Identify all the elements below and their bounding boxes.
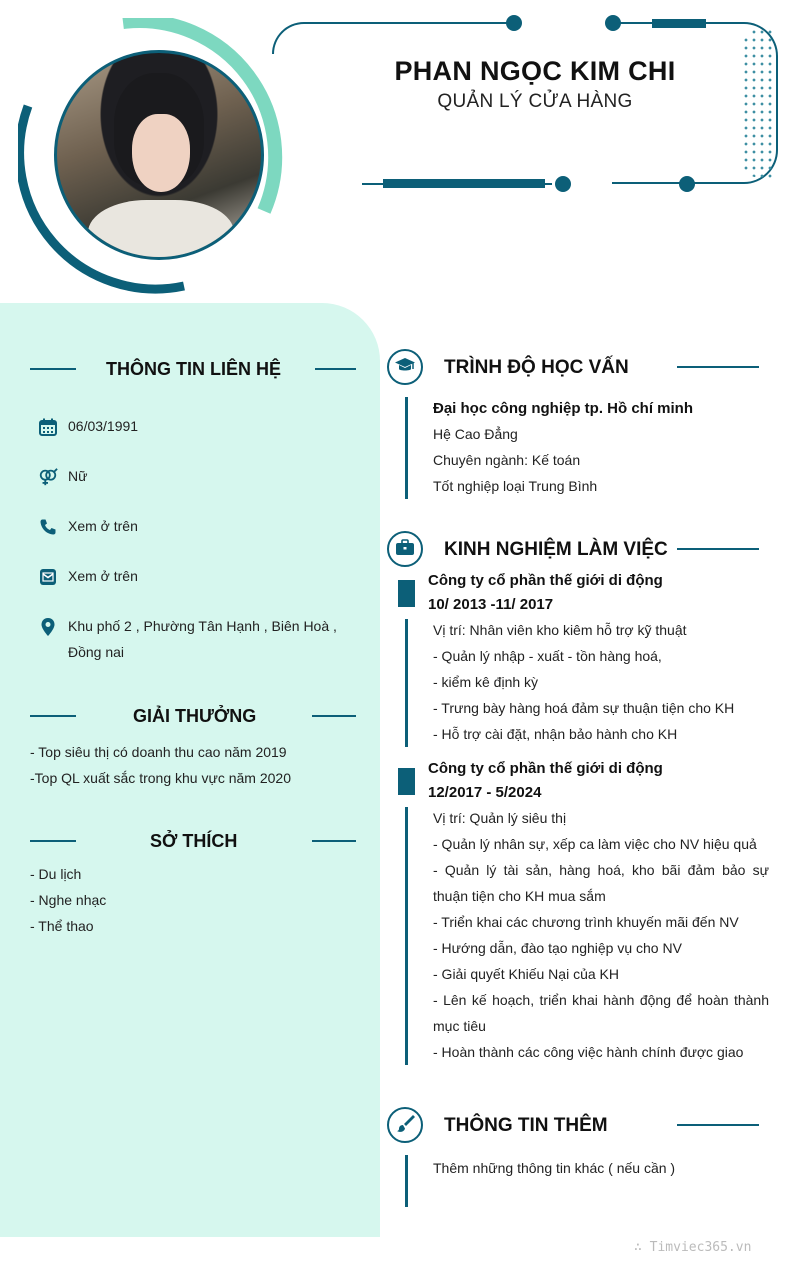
job-line: - Quản lý tài sản, hàng hoá, kho bãi đảm bảo sự thuận tiện cho KH mua sắm	[433, 862, 769, 904]
timeline-bar	[405, 397, 408, 499]
birthday-text: 06/03/1991	[68, 418, 139, 434]
job-line: - Quản lý nhập - xuất - tồn hàng hoá,	[433, 648, 662, 664]
address-text: Khu phố 2 , Phường Tân Hạnh , Biên Hoà , Đồng nai	[68, 618, 337, 660]
job-line: - Quản lý nhân sự, xếp ca làm việc cho NV hiệu quả	[433, 836, 757, 852]
calendar-icon	[38, 417, 58, 437]
timeline-bar	[405, 1155, 408, 1207]
job-line: - Triển khai các chương trình khuyến mãi đến NV	[433, 914, 739, 930]
experience-section-icon	[387, 531, 423, 567]
job-company: Công ty cổ phần thế giới di động	[428, 572, 663, 589]
header-bottom-bar	[383, 179, 545, 188]
job-line: - Lên kế hoạch, triển khai hành động để hoàn thành mục tiêu	[433, 992, 769, 1034]
education-line: Chuyên ngành: Kế toán	[433, 452, 581, 468]
contact-email	[38, 567, 338, 589]
education-section-icon	[387, 349, 423, 385]
gender-text: Nữ	[68, 468, 88, 484]
section-rule	[677, 1124, 759, 1126]
award-item: - Top siêu thị có doanh thu cao năm 2019	[30, 744, 287, 760]
gender-icon	[38, 467, 58, 487]
job-marker	[398, 768, 415, 795]
contact-phone	[38, 517, 338, 539]
section-rule	[312, 840, 356, 842]
section-rule	[30, 715, 76, 717]
contact-birthday	[38, 417, 338, 439]
job-line: - Hướng dẫn, đào tạo nghiệp vụ cho NV	[433, 940, 682, 956]
brush-icon	[395, 1113, 415, 1138]
contact-address	[38, 617, 348, 665]
envelope-icon	[38, 567, 58, 587]
education-line: Tốt nghiệp loại Trung Bình	[433, 478, 598, 494]
phone-text: Xem ở trên	[68, 518, 138, 534]
header-dot	[555, 176, 571, 192]
job-period: 12/2017 - 5/2024	[428, 784, 542, 801]
header-frame-left	[272, 22, 512, 54]
job-period: 10/ 2013 -11/ 2017	[428, 596, 554, 613]
job-line: - Hoàn thành các công việc hành chính được giao	[433, 1044, 744, 1060]
hobby-item: - Du lịch	[30, 866, 82, 882]
section-rule	[312, 715, 356, 717]
timeline-bar	[405, 807, 408, 1065]
header-dot	[679, 176, 695, 192]
watermark: ∴ Timviec365.vn	[634, 1240, 752, 1255]
phone-icon	[38, 517, 58, 537]
job-company: Công ty cổ phần thế giới di động	[428, 760, 663, 777]
section-rule	[677, 366, 759, 368]
header-top-bar	[652, 19, 706, 28]
timeline-bar	[405, 619, 408, 747]
header-dot	[605, 15, 621, 31]
section-rule	[30, 840, 76, 842]
job-line: Vị trí: Nhân viên kho kiêm hỗ trợ kỹ thuật	[433, 622, 687, 638]
job-line: - kiểm kê định kỳ	[433, 674, 539, 690]
job-line: - Hỗ trợ cài đặt, nhận bảo hành cho KH	[433, 726, 678, 742]
experience-title: KINH NGHIỆM LÀM VIỆC	[444, 539, 668, 560]
additional-text: Thêm những thông tin khác ( nếu cần )	[433, 1160, 676, 1176]
awards-title: GIẢI THƯỞNG	[133, 706, 257, 726]
job-marker	[398, 580, 415, 607]
additional-section-icon	[387, 1107, 423, 1143]
job-title: QUẢN LÝ CỬA HÀNG	[437, 91, 633, 112]
education-line: Hệ Cao Đẳng	[433, 426, 518, 442]
hobby-item: - Nghe nhạc	[30, 892, 107, 908]
school-name: Đại học công nghiệp tp. Hồ chí minh	[433, 400, 693, 417]
section-rule	[30, 368, 76, 370]
contact-gender	[38, 467, 338, 489]
contact-title: THÔNG TIN LIÊN HỆ	[106, 359, 281, 379]
header-dot	[506, 15, 522, 31]
hobbies-title: SỞ THÍCH	[150, 831, 238, 851]
award-item: -Top QL xuất sắc trong khu vực năm 2020	[30, 770, 291, 786]
candidate-name: PHAN NGỌC KIM CHI	[394, 56, 676, 86]
graduation-cap-icon	[394, 356, 416, 379]
additional-title: THÔNG TIN THÊM	[444, 1115, 608, 1136]
briefcase-icon	[395, 538, 415, 561]
map-pin-icon	[38, 617, 58, 637]
email-text: Xem ở trên	[68, 568, 138, 584]
avatar	[18, 18, 294, 294]
hobby-item: - Thể thao	[30, 918, 94, 934]
education-title: TRÌNH ĐỘ HỌC VẤN	[444, 357, 629, 378]
section-rule	[677, 548, 759, 550]
job-line: Vị trí: Quản lý siêu thị	[433, 810, 567, 826]
job-line: - Giải quyết Khiếu Nại của KH	[433, 966, 619, 982]
section-rule	[315, 368, 356, 370]
job-line: - Trưng bày hàng hoá đảm sự thuận tiện cho KH	[433, 700, 735, 716]
profile-photo	[54, 50, 264, 260]
